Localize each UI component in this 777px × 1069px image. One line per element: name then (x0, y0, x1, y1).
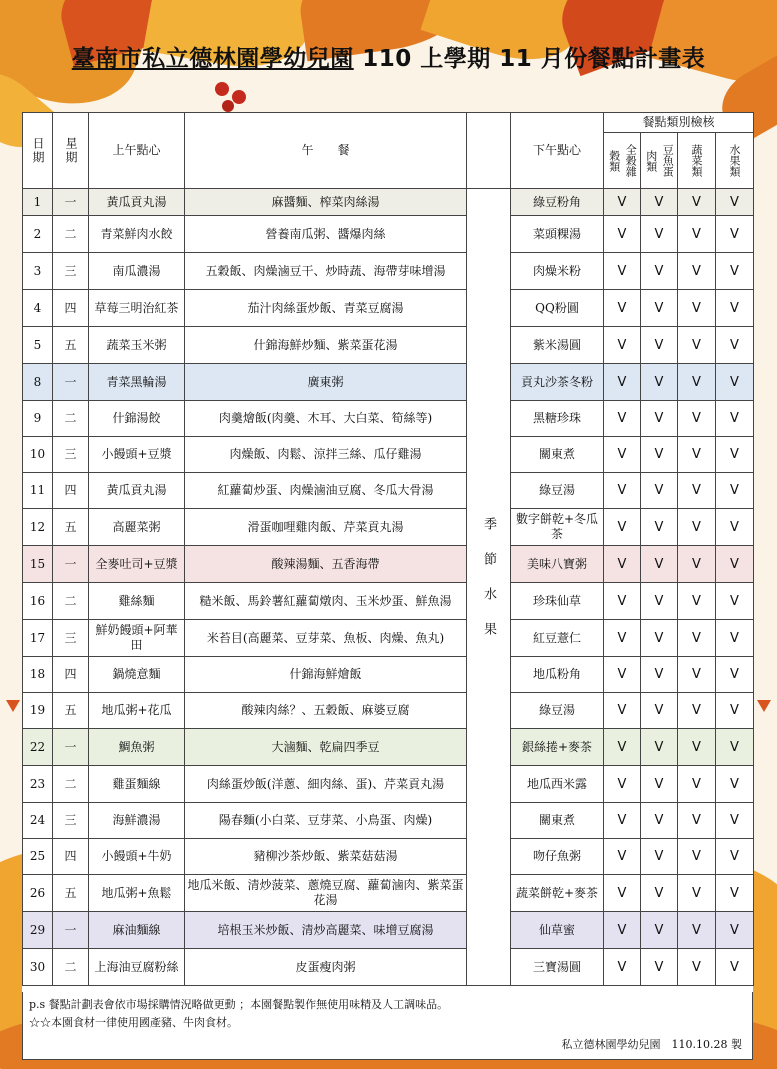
afternoon-snack-cell: 仙草蜜 (511, 912, 604, 949)
check-fruits-mark: V (716, 290, 754, 327)
check-protein-mark: V (641, 803, 678, 839)
afternoon-snack-cell: 珍珠仙草 (511, 583, 604, 620)
title-rest: 110 上學期 11 月份餐點計畫表 (353, 46, 706, 72)
check-fruits-mark: V (716, 912, 754, 949)
check-protein-mark: V (641, 253, 678, 290)
check-fruits-mark: V (716, 253, 754, 290)
check-vegetables-mark: V (678, 509, 716, 546)
weekday-cell: 一 (53, 912, 89, 949)
day-cell: 18 (23, 657, 53, 693)
header-morning-snack: 上午點心 (89, 113, 185, 189)
afternoon-snack-cell: 綠豆湯 (511, 473, 604, 509)
day-cell: 30 (23, 949, 53, 986)
morning-snack-cell: 小饅頭+豆漿 (89, 437, 185, 473)
signature: 私立德林園學幼兒園 110.10.28 製 (561, 1038, 742, 1051)
afternoon-snack-cell: 關東煮 (511, 803, 604, 839)
lunch-cell: 紅蘿蔔炒蛋、肉燥滷油豆腐、冬瓜大骨湯 (185, 473, 467, 509)
morning-snack-cell: 上海油豆腐粉絲 (89, 949, 185, 986)
meal-plan-table (22, 112, 754, 986)
check-protein-mark: V (641, 729, 678, 766)
check-grains-mark: V (604, 839, 641, 875)
afternoon-snack-cell: QQ粉圓 (511, 290, 604, 327)
day-cell: 19 (23, 693, 53, 729)
check-protein-mark: V (641, 912, 678, 949)
lunch-cell: 什錦海鮮燴飯 (185, 657, 467, 693)
day-cell: 5 (23, 327, 53, 364)
check-fruits-mark: V (716, 949, 754, 986)
day-cell: 9 (23, 401, 53, 437)
weekday-cell: 四 (53, 657, 89, 693)
check-grains-mark: V (604, 509, 641, 546)
check-protein-mark: V (641, 437, 678, 473)
weekday-cell: 二 (53, 583, 89, 620)
check-vegetables-mark: V (678, 401, 716, 437)
afternoon-snack-cell: 美味八寶粥 (511, 546, 604, 583)
table-row (23, 189, 754, 216)
day-cell: 26 (23, 875, 53, 912)
check-protein-mark: V (641, 839, 678, 875)
table-row (23, 546, 754, 583)
check-grains-mark: V (604, 327, 641, 364)
weekday-cell: 四 (53, 290, 89, 327)
day-cell: 23 (23, 766, 53, 803)
check-fruits-mark: V (716, 216, 754, 253)
check-protein-mark: V (641, 473, 678, 509)
morning-snack-cell: 鍋燒意麵 (89, 657, 185, 693)
check-vegetables-mark: V (678, 583, 716, 620)
check-grains-mark: V (604, 912, 641, 949)
day-cell: 11 (23, 473, 53, 509)
table-row (23, 437, 754, 473)
check-grains-mark: V (604, 803, 641, 839)
day-cell: 10 (23, 437, 53, 473)
weekday-cell: 四 (53, 839, 89, 875)
check-fruits-mark: V (716, 766, 754, 803)
day-cell: 16 (23, 583, 53, 620)
check-fruits-mark: V (716, 437, 754, 473)
weekday-cell: 二 (53, 216, 89, 253)
check-vegetables-mark: V (678, 290, 716, 327)
check-grains-mark: V (604, 693, 641, 729)
lunch-cell: 培根玉米炒飯、清炒高麗菜、味增豆腐湯 (185, 912, 467, 949)
morning-snack-cell: 麻油麵線 (89, 912, 185, 949)
check-grains-mark: V (604, 766, 641, 803)
morning-snack-cell: 全麥吐司+豆漿 (89, 546, 185, 583)
check-grains-mark: V (604, 657, 641, 693)
check-vegetables-mark: V (678, 693, 716, 729)
day-cell: 24 (23, 803, 53, 839)
morning-snack-cell: 鯛魚粥 (89, 729, 185, 766)
afternoon-snack-cell: 數字餅乾+冬瓜茶 (511, 509, 604, 546)
check-protein-mark: V (641, 189, 678, 216)
afternoon-snack-cell: 三寶湯圓 (511, 949, 604, 986)
check-protein-mark: V (641, 216, 678, 253)
header-check-group: 餐點類別檢核 (604, 113, 754, 133)
check-vegetables-mark: V (678, 620, 716, 657)
check-protein-mark: V (641, 620, 678, 657)
weekday-cell: 一 (53, 546, 89, 583)
check-fruits-mark: V (716, 620, 754, 657)
table-row (23, 364, 754, 401)
check-fruits-mark: V (716, 546, 754, 583)
header-afternoon-snack: 下午點心 (511, 113, 604, 189)
table-row (23, 729, 754, 766)
page-title (0, 40, 777, 73)
check-fruits-mark: V (716, 327, 754, 364)
table-row (23, 912, 754, 949)
check-vegetables-mark: V (678, 839, 716, 875)
lunch-cell: 茄汁肉絲蛋炒飯、青菜豆腐湯 (185, 290, 467, 327)
check-fruits-mark: V (716, 401, 754, 437)
lunch-cell: 酸辣湯麵、五香海帶 (185, 546, 467, 583)
check-grains-mark: V (604, 364, 641, 401)
table-row (23, 327, 754, 364)
check-vegetables-mark: V (678, 766, 716, 803)
table-row (23, 839, 754, 875)
check-protein-mark: V (641, 583, 678, 620)
table-row (23, 583, 754, 620)
check-grains-mark: V (604, 216, 641, 253)
check-grains-mark: V (604, 290, 641, 327)
check-grains-mark: V (604, 729, 641, 766)
header-day: 日期 (23, 113, 53, 189)
table-row (23, 949, 754, 986)
check-fruits-mark: V (716, 189, 754, 216)
check-protein-mark: V (641, 401, 678, 437)
day-cell: 12 (23, 509, 53, 546)
check-vegetables-mark: V (678, 949, 716, 986)
table-row (23, 803, 754, 839)
check-fruits-mark: V (716, 657, 754, 693)
check-fruits-mark: V (716, 729, 754, 766)
table-row (23, 766, 754, 803)
lunch-cell: 肉絲蛋炒飯(洋蔥、細肉絲、蛋)、芹菜貢丸湯 (185, 766, 467, 803)
lunch-cell: 肉燥飯、肉鬆、涼拌三絲、瓜仔雞湯 (185, 437, 467, 473)
check-protein-mark: V (641, 364, 678, 401)
check-grains-mark: V (604, 546, 641, 583)
weekday-cell: 四 (53, 473, 89, 509)
morning-snack-cell: 青菜黑輪湯 (89, 364, 185, 401)
table-row (23, 875, 754, 912)
header-fruits: 水果類 (716, 133, 754, 189)
check-fruits-mark: V (716, 509, 754, 546)
day-cell: 17 (23, 620, 53, 657)
table-row (23, 473, 754, 509)
weekday-cell: 一 (53, 729, 89, 766)
check-vegetables-mark: V (678, 327, 716, 364)
weekday-cell: 五 (53, 509, 89, 546)
afternoon-snack-cell: 地瓜粉角 (511, 657, 604, 693)
note-line-2: ☆☆本園食材一律使用國產豬、牛肉食材。 (29, 1016, 238, 1029)
morning-snack-cell: 鮮奶饅頭+阿華田 (89, 620, 185, 657)
check-grains-mark: V (604, 949, 641, 986)
check-vegetables-mark: V (678, 729, 716, 766)
check-protein-mark: V (641, 546, 678, 583)
morning-snack-cell: 雞蛋麵線 (89, 766, 185, 803)
day-cell: 8 (23, 364, 53, 401)
afternoon-snack-cell: 關東煮 (511, 437, 604, 473)
table-row (23, 509, 754, 546)
lunch-cell: 五穀飯、肉燥滷豆干、炒時蔬、海帶芽味增湯 (185, 253, 467, 290)
weekday-cell: 五 (53, 875, 89, 912)
day-cell: 3 (23, 253, 53, 290)
check-vegetables-mark: V (678, 189, 716, 216)
morning-snack-cell: 黃瓜貢丸湯 (89, 189, 185, 216)
check-vegetables-mark: V (678, 216, 716, 253)
lunch-cell: 營養南瓜粥、醬爆肉絲 (185, 216, 467, 253)
lunch-cell: 陽春麵(小白菜、豆芽菜、小鳥蛋、肉燥) (185, 803, 467, 839)
check-fruits-mark: V (716, 364, 754, 401)
check-fruits-mark: V (716, 473, 754, 509)
header-lunch: 午 餐 (185, 113, 467, 189)
table-row (23, 253, 754, 290)
check-vegetables-mark: V (678, 364, 716, 401)
check-vegetables-mark: V (678, 473, 716, 509)
check-protein-mark: V (641, 290, 678, 327)
check-grains-mark: V (604, 437, 641, 473)
weekday-cell: 二 (53, 766, 89, 803)
weekday-cell: 二 (53, 401, 89, 437)
weekday-cell: 五 (53, 327, 89, 364)
morning-snack-cell: 高麗菜粥 (89, 509, 185, 546)
lunch-cell: 大滷麵、乾扁四季豆 (185, 729, 467, 766)
check-protein-mark: V (641, 327, 678, 364)
afternoon-snack-cell: 黑糖珍珠 (511, 401, 604, 437)
lunch-cell: 米苔目(高麗菜、豆芽菜、魚板、肉燥、魚丸) (185, 620, 467, 657)
weekday-cell: 五 (53, 693, 89, 729)
lunch-cell: 豬柳沙茶炒飯、紫菜菇菇湯 (185, 839, 467, 875)
seasonal-fruit-cell (467, 189, 511, 986)
note-line-1: p.s 餐點計劃表會依市場採購情況略做更動 ；本園餐點製作無使用味精及人工調味品。 (29, 998, 449, 1011)
header-fruit-column (467, 113, 511, 189)
weekday-cell: 三 (53, 803, 89, 839)
day-cell: 29 (23, 912, 53, 949)
check-protein-mark: V (641, 875, 678, 912)
day-cell: 15 (23, 546, 53, 583)
check-vegetables-mark: V (678, 253, 716, 290)
weekday-cell: 一 (53, 189, 89, 216)
lunch-cell: 滑蛋咖哩雞肉飯、芹菜貢丸湯 (185, 509, 467, 546)
weekday-cell: 三 (53, 620, 89, 657)
check-protein-mark: V (641, 509, 678, 546)
afternoon-snack-cell: 綠豆粉角 (511, 189, 604, 216)
lunch-cell: 麻醬麵、榨菜肉絲湯 (185, 189, 467, 216)
morning-snack-cell: 草莓三明治紅茶 (89, 290, 185, 327)
lunch-cell: 肉羹燴飯(肉羹、木耳、大白菜、筍絲等) (185, 401, 467, 437)
afternoon-snack-cell: 紫米湯圓 (511, 327, 604, 364)
afternoon-snack-cell: 紅豆薏仁 (511, 620, 604, 657)
lunch-cell: 酸辣肉絲？、五穀飯、麻婆豆腐 (185, 693, 467, 729)
check-protein-mark: V (641, 693, 678, 729)
table-row (23, 401, 754, 437)
lunch-cell: 什錦海鮮炒麵、紫菜蛋花湯 (185, 327, 467, 364)
check-fruits-mark: V (716, 839, 754, 875)
afternoon-snack-cell: 肉燥米粉 (511, 253, 604, 290)
morning-snack-cell: 黃瓜貢丸湯 (89, 473, 185, 509)
check-vegetables-mark: V (678, 803, 716, 839)
morning-snack-cell: 蔬菜玉米粥 (89, 327, 185, 364)
header-weekday: 星期 (53, 113, 89, 189)
day-cell: 4 (23, 290, 53, 327)
lunch-cell: 糙米飯、馬鈴薯紅蘿蔔燉肉、玉米炒蛋、鮮魚湯 (185, 583, 467, 620)
check-grains-mark: V (604, 189, 641, 216)
day-cell: 1 (23, 189, 53, 216)
afternoon-snack-cell: 綠豆湯 (511, 693, 604, 729)
check-vegetables-mark: V (678, 546, 716, 583)
afternoon-snack-cell: 菜頭粿湯 (511, 216, 604, 253)
check-grains-mark: V (604, 620, 641, 657)
check-vegetables-mark: V (678, 657, 716, 693)
school-name: 臺南市私立德林園學幼兒園 (71, 46, 354, 72)
check-grains-mark: V (604, 473, 641, 509)
morning-snack-cell: 雞絲麵 (89, 583, 185, 620)
table-row (23, 290, 754, 327)
lunch-cell: 地瓜米飯、清炒菠菜、蔥燒豆腐、蘿蔔滷肉、紫菜蛋花湯 (185, 875, 467, 912)
weekday-cell: 三 (53, 437, 89, 473)
table-row (23, 620, 754, 657)
day-cell: 2 (23, 216, 53, 253)
table-row (23, 657, 754, 693)
check-vegetables-mark: V (678, 912, 716, 949)
weekday-cell: 一 (53, 364, 89, 401)
weekday-cell: 二 (53, 949, 89, 986)
seasonal-fruit-text: 季節水果 (481, 517, 496, 657)
afternoon-snack-cell: 吻仔魚粥 (511, 839, 604, 875)
afternoon-snack-cell: 蔬菜餅乾+麥茶 (511, 875, 604, 912)
day-cell: 25 (23, 839, 53, 875)
check-protein-mark: V (641, 949, 678, 986)
weekday-cell: 三 (53, 253, 89, 290)
check-fruits-mark: V (716, 875, 754, 912)
notes-footer (22, 992, 753, 1060)
check-fruits-mark: V (716, 693, 754, 729)
morning-snack-cell: 小饅頭+牛奶 (89, 839, 185, 875)
morning-snack-cell: 青菜鮮肉水餃 (89, 216, 185, 253)
morning-snack-cell: 什錦湯餃 (89, 401, 185, 437)
header-vegetables: 蔬菜類 (678, 133, 716, 189)
check-grains-mark: V (604, 253, 641, 290)
check-fruits-mark: V (716, 803, 754, 839)
table-row (23, 693, 754, 729)
check-grains-mark: V (604, 875, 641, 912)
afternoon-snack-cell: 地瓜西米露 (511, 766, 604, 803)
header-grains: 穀類 全穀雜 (604, 133, 641, 189)
morning-snack-cell: 地瓜粥+花瓜 (89, 693, 185, 729)
check-protein-mark: V (641, 766, 678, 803)
header-protein: 肉類 豆魚蛋 (641, 133, 678, 189)
morning-snack-cell: 地瓜粥+魚鬆 (89, 875, 185, 912)
check-grains-mark: V (604, 401, 641, 437)
check-protein-mark: V (641, 657, 678, 693)
afternoon-snack-cell: 貢丸沙茶冬粉 (511, 364, 604, 401)
day-cell: 22 (23, 729, 53, 766)
morning-snack-cell: 海鮮濃湯 (89, 803, 185, 839)
morning-snack-cell: 南瓜濃湯 (89, 253, 185, 290)
afternoon-snack-cell: 銀絲捲+麥茶 (511, 729, 604, 766)
check-vegetables-mark: V (678, 875, 716, 912)
check-vegetables-mark: V (678, 437, 716, 473)
lunch-cell: 廣東粥 (185, 364, 467, 401)
lunch-cell: 皮蛋瘦肉粥 (185, 949, 467, 986)
check-grains-mark: V (604, 583, 641, 620)
check-fruits-mark: V (716, 583, 754, 620)
table-row (23, 216, 754, 253)
